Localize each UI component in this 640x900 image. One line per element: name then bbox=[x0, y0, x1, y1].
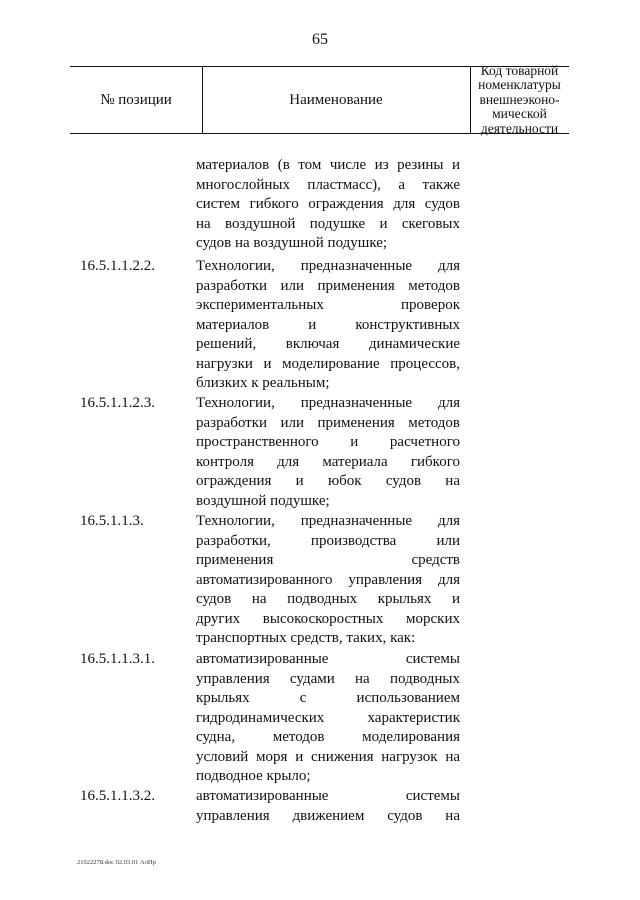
description-line: подводное крыло; bbox=[196, 768, 311, 784]
description-line: крыльях с использованием bbox=[196, 690, 460, 706]
header-position: № позиции bbox=[100, 91, 172, 108]
description-line: управления судами на подводных bbox=[196, 670, 460, 687]
description-line: решений, включая динамические bbox=[196, 336, 460, 352]
description-line: Технологии, предназначенные для bbox=[196, 513, 460, 529]
page-number: 65 bbox=[312, 31, 328, 48]
description-line: близких к реальным; bbox=[196, 375, 330, 391]
description-line: Технологии, предназначенные для bbox=[196, 395, 460, 411]
header-code-line: деятельности bbox=[480, 120, 559, 136]
header-code-line: Код товарной bbox=[480, 62, 559, 78]
description-line: других высокоскоростных морских bbox=[196, 610, 460, 627]
position-number: 16.5.1.1.2.3. bbox=[80, 395, 155, 411]
description-line: разработки, производства или bbox=[196, 532, 460, 549]
description-line: на воздушной подушке и скеговых bbox=[196, 215, 460, 232]
position-number: 16.5.1.1.3.2. bbox=[80, 788, 155, 804]
description-line: нагрузки и моделирование процессов, bbox=[196, 355, 460, 372]
description-line: условий моря и снижения нагрузок на bbox=[196, 748, 460, 765]
position-number: 16.5.1.1.3.1. bbox=[80, 651, 155, 667]
description-line: управления движением судов на bbox=[196, 807, 460, 824]
item-description bbox=[196, 257, 460, 394]
header-code-line: номенклатуры bbox=[478, 77, 561, 93]
description-line: многослойных пластмасс), а также bbox=[196, 176, 460, 193]
description-line: судна, методов моделирования bbox=[196, 729, 460, 745]
header-code-line: мической bbox=[492, 106, 547, 122]
description-line: разработки или применения методов bbox=[196, 277, 460, 294]
description-line: материалов (в том числе из резины и bbox=[196, 157, 460, 173]
description-line: разработки или применения методов bbox=[196, 414, 460, 431]
item-description bbox=[196, 512, 460, 649]
footer-file-reference: 21022278.doc 02.03.01 АлПр bbox=[77, 859, 156, 866]
description-line: ограждения и юбок судов на bbox=[196, 473, 460, 489]
description-line: контроля для материала гибкого bbox=[196, 453, 460, 470]
description-line: пространственного и расчетного bbox=[196, 434, 460, 450]
description-line: судов на воздушной подушке; bbox=[196, 235, 388, 251]
description-line: Технологии, предназначенные для bbox=[196, 258, 460, 274]
description-line: автоматизированного управления для bbox=[196, 571, 460, 588]
position-number: 16.5.1.1.2.2. bbox=[80, 258, 155, 274]
description-line: автоматизированные системы bbox=[196, 651, 460, 667]
description-line: применения средств bbox=[196, 552, 460, 568]
description-line: судов на подводных крыльях и bbox=[196, 591, 460, 607]
item-description bbox=[196, 787, 460, 826]
table-header bbox=[70, 62, 569, 136]
description-line: материалов и конструктивных bbox=[196, 316, 460, 333]
item-description bbox=[196, 394, 460, 511]
header-code bbox=[470, 62, 569, 136]
header-code-line: внешнеэконо- bbox=[479, 91, 560, 107]
description-line: систем гибкого ограждения для судов bbox=[196, 196, 460, 212]
item-description bbox=[196, 650, 460, 787]
item-description bbox=[196, 156, 460, 254]
header-name: Наименование bbox=[289, 91, 383, 108]
description-line: воздушной подушке; bbox=[196, 492, 330, 509]
description-line: экспериментальных проверок bbox=[196, 297, 460, 313]
description-line: гидродинамических характеристик bbox=[196, 709, 460, 726]
description-line: автоматизированные системы bbox=[196, 788, 460, 804]
description-line: транспортных средств, таких, как: bbox=[196, 630, 416, 646]
position-number: 16.5.1.1.3. bbox=[80, 513, 144, 529]
